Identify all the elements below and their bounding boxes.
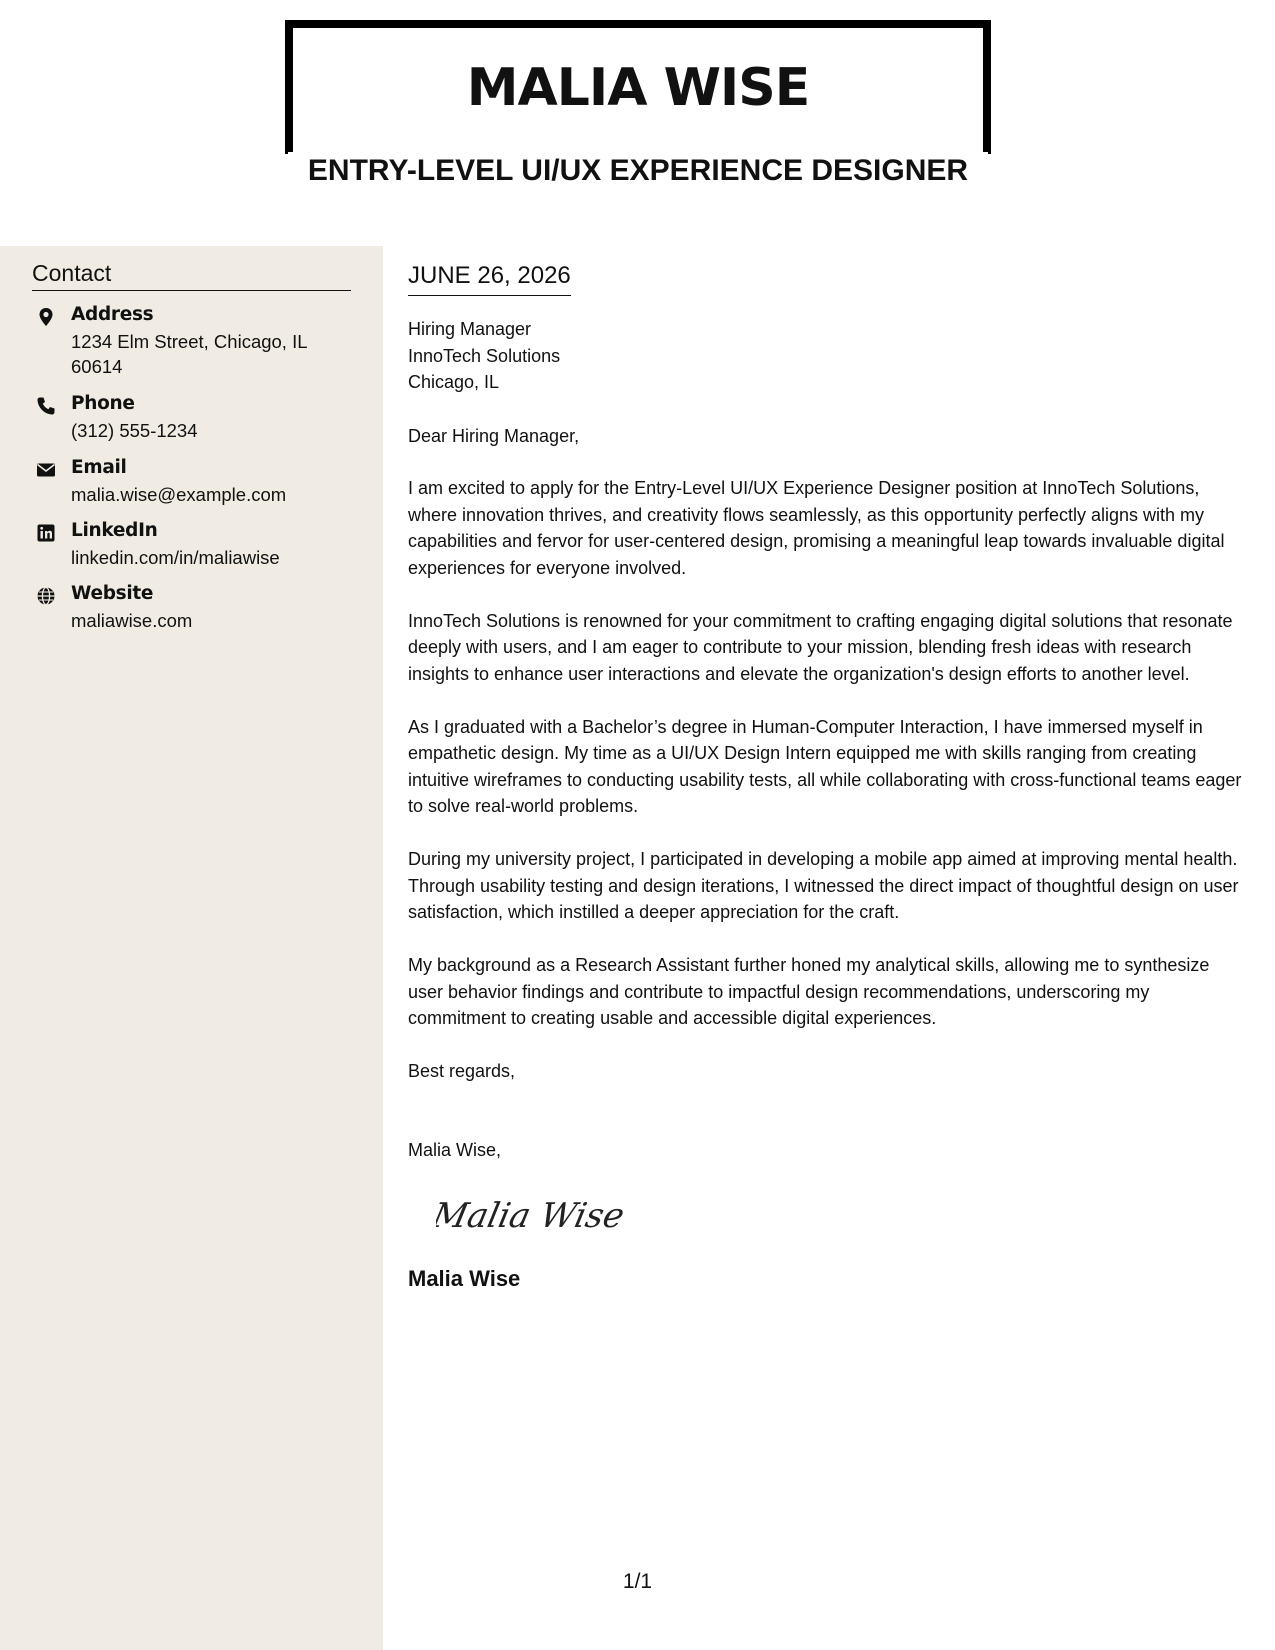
recipient-block bbox=[408, 316, 1248, 396]
contact-sidebar bbox=[0, 246, 383, 1650]
paragraph: My background as a Research Assistant further honed my analytical skills, allowing me to synthesize user behavior findings and contribute to impactful design recommendations, underscoring my commitment to creating usable and accessible digital experiences. bbox=[408, 955, 1210, 1028]
contact-label: Phone bbox=[71, 393, 135, 414]
signature-text: Malia Wise bbox=[436, 1196, 628, 1236]
map-pin-icon bbox=[36, 307, 56, 327]
phone-icon bbox=[36, 396, 56, 416]
letter-body bbox=[408, 262, 1248, 1292]
paragraph: I am excited to apply for the Entry-Level UI/UX Experience Designer position at InnoTech Solutions, where innovation thrives, and creativity flows seamlessly, as this opportunity perfectly aligns with my capabilities and fervor for user-centered design, promising a meaningful leap towards invaluable digital experiences for everyone involved. bbox=[408, 478, 1225, 578]
contact-value: 1234 Elm Street, Chicago, IL 60614 bbox=[71, 331, 307, 377]
job-title: ENTRY-LEVEL UI/UX EXPERIENCE DESIGNER bbox=[285, 154, 991, 188]
contact-value: maliawise.com bbox=[71, 610, 193, 631]
contact-label: Website bbox=[71, 583, 154, 604]
applicant-name: MALIA WISE bbox=[466, 58, 810, 118]
contact-value: linkedin.com/in/maliawise bbox=[71, 547, 280, 568]
paragraph: InnoTech Solutions is renowned for your commitment to crafting engaging digital solutions that resonate deeply with users, and I am eager to contribute to your mission, blending fresh ideas with research insights to enhance user interactions and elevate the organization's design efforts to another level. bbox=[408, 610, 1233, 684]
printed-name: Malia Wise bbox=[408, 1266, 521, 1291]
linkedin-icon bbox=[36, 523, 56, 543]
contact-value: (312) 555-1234 bbox=[71, 420, 198, 441]
contact-heading: Contact bbox=[32, 260, 351, 291]
envelope-icon bbox=[36, 460, 56, 480]
letter-date: JUNE 26, 2026 bbox=[408, 262, 571, 296]
contact-label: Email bbox=[71, 457, 127, 478]
paragraph: As I graduated with a Bachelor’s degree in Human-Computer Interaction, I have immersed myself in empathetic design. My time as a UI/UX Design Intern equipped me with skills ranging from creating intuitive wireframes to conducting usability tests, all while collaborating with cross-functional teams eager to solve real-world problems. bbox=[408, 716, 1242, 816]
recipient-location: Chicago, IL bbox=[408, 372, 500, 392]
signature-image bbox=[436, 1183, 646, 1243]
globe-icon bbox=[36, 586, 56, 606]
contact-value: malia.wise@example.com bbox=[71, 484, 287, 505]
recipient-name: Hiring Manager bbox=[408, 319, 532, 339]
paragraph: During my university project, I participated in developing a mobile app aimed at improving mental health. Through usability testing and design iterations, I witnessed the direct impact of thoughtful design on user satisfaction, which instilled a deeper appreciation for the craft. bbox=[408, 849, 1239, 922]
page-number: 1/1 bbox=[622, 1570, 653, 1593]
closing-name: Malia Wise, bbox=[408, 1139, 502, 1160]
contact-label: LinkedIn bbox=[71, 520, 158, 541]
contact-label: Address bbox=[71, 304, 154, 325]
recipient-company: InnoTech Solutions bbox=[408, 345, 561, 366]
closing: Best regards, bbox=[408, 1061, 516, 1081]
salutation: Dear Hiring Manager, bbox=[408, 425, 580, 446]
